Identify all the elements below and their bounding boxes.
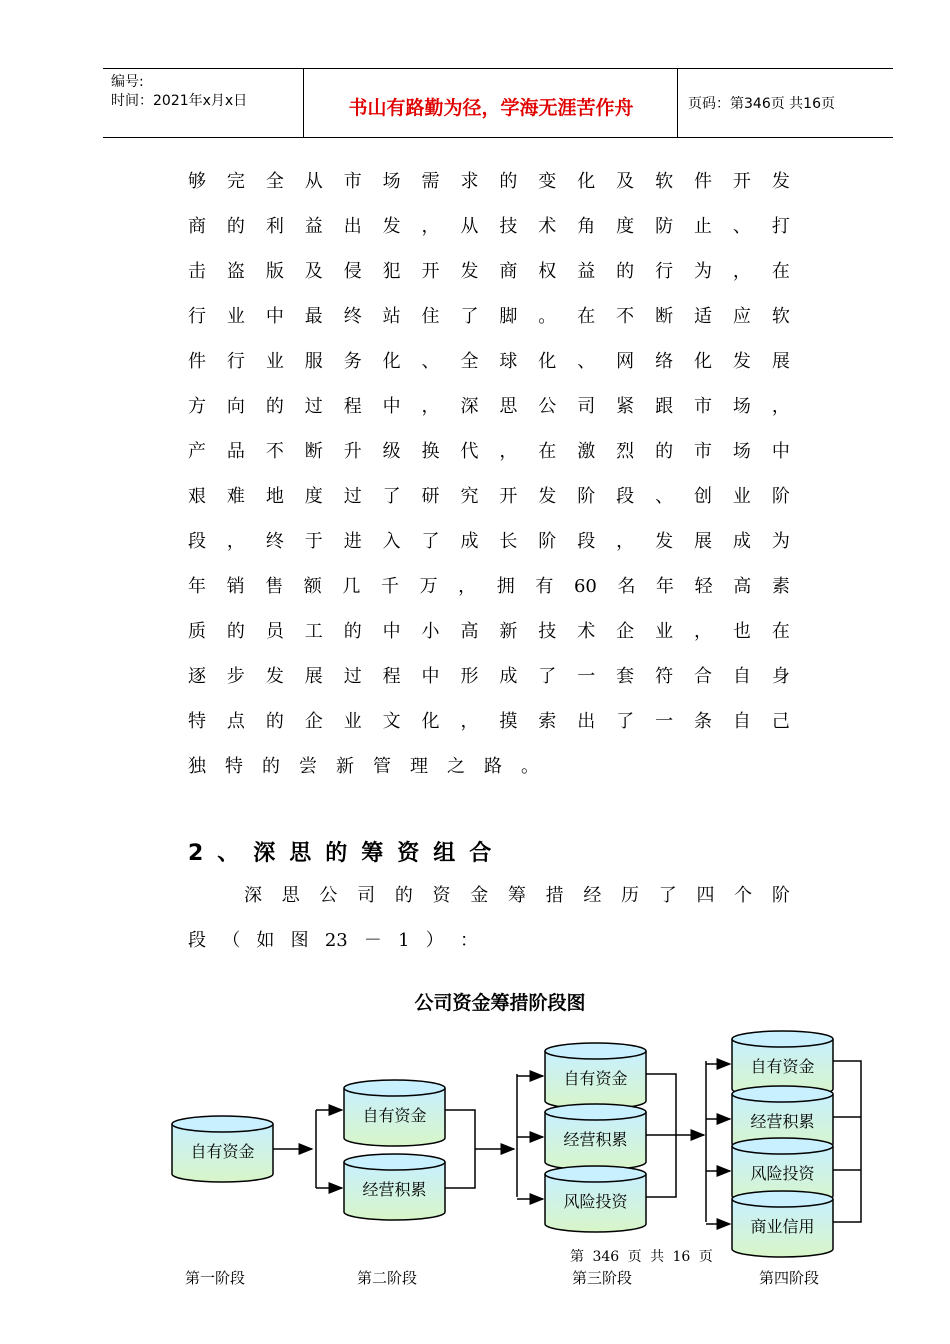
- paragraph-line: 独 特 的 尝 新 管 理 之 路 。: [188, 756, 539, 777]
- stage3-cylinder: [545, 1043, 646, 1109]
- stage2-cylinder: [344, 1080, 445, 1146]
- paragraph-line: 年 销 售 额 几 千 万 ， 拥 有 60 名 年 轻 高 素: [188, 576, 790, 597]
- paragraph-line: 件 行 业 服 务 化 、 全 球 化 、 网 络 化 发 展: [188, 351, 790, 372]
- cylinder-label: 自有资金: [362, 1106, 427, 1125]
- cylinder-label: 自有资金: [190, 1142, 255, 1161]
- paragraph-line: 够 完 全 从 市 场 需 求 的 变 化 及 软 件 开 发: [188, 171, 790, 192]
- stage4-label: 第四阶段: [759, 1269, 820, 1287]
- intro-line: 段 （ 如 图 23 － 1 ） ：: [188, 930, 478, 951]
- diagram-title: 公司资金筹措阶段图: [414, 992, 586, 1014]
- stage3-cylinder: [545, 1104, 646, 1170]
- page-footer: 第 346 页 共 16 页: [570, 1249, 713, 1265]
- cylinder-label: 商业信用: [750, 1217, 815, 1236]
- paragraph-line: 产 品 不 断 升 级 换 代 ， 在 激 烈 的 市 场 中: [188, 441, 790, 462]
- document-number-label: 编号:: [111, 74, 144, 90]
- paragraph-line: 艰 难 地 度 过 了 研 究 开 发 阶 段 、 创 业 阶: [188, 486, 790, 507]
- stage1-cylinder: [172, 1116, 273, 1182]
- header-motto: 书山有路勤为径，学海无涯苦作舟: [348, 97, 634, 119]
- connector-line: [833, 1061, 861, 1222]
- cylinder-label: 风险投资: [563, 1192, 628, 1211]
- paragraph-line: 质 的 员 工 的 中 小 高 新 技 术 企 业 ， 也 在: [188, 621, 790, 642]
- section-heading: 2、深思的筹资组合: [188, 841, 506, 866]
- stage4-cylinder: [732, 1191, 833, 1257]
- intro-line: 深 思 公 司 的 资 金 筹 措 经 历 了 四 个 阶: [244, 885, 790, 906]
- paragraph-line: 击 盗 版 及 侵 犯 开 发 商 权 益 的 行 为 ， 在: [188, 261, 790, 282]
- header-page-info: 页码：第346页 共16页: [688, 96, 835, 112]
- cylinder-label: 经营积累: [362, 1180, 427, 1199]
- paragraph-line: 逐 步 发 展 过 程 中 形 成 了 一 套 符 合 自 身: [188, 666, 790, 687]
- stage2-label: 第二阶段: [357, 1269, 418, 1287]
- paragraph-line: 商 的 利 益 出 发 ， 从 技 术 角 度 防 止 、 打: [188, 216, 790, 237]
- paragraph-line: 行 业 中 最 终 站 住 了 脚 。 在 不 断 适 应 软: [188, 306, 790, 327]
- stage1-label: 第一阶段: [185, 1269, 246, 1287]
- cylinder-label: 自有资金: [563, 1069, 628, 1088]
- cylinder-label: 经营积累: [563, 1130, 628, 1149]
- connector-line: [445, 1110, 475, 1188]
- paragraph-line: 方 向 的 过 程 中 ， 深 思 公 司 紧 跟 市 场 ，: [188, 396, 790, 417]
- paragraph-line: 段 ， 终 于 进 入 了 成 长 阶 段 ， 发 展 成 为: [188, 531, 790, 552]
- cylinder-label: 自有资金: [750, 1057, 815, 1076]
- stage2-cylinder: [344, 1154, 445, 1220]
- cylinder-label: 经营积累: [750, 1112, 815, 1131]
- stage3-label: 第三阶段: [572, 1269, 633, 1287]
- stage3-cylinder: [545, 1166, 646, 1232]
- cylinder-label: 风险投资: [750, 1164, 815, 1183]
- paragraph-line: 特 点 的 企 业 文 化 ， 摸 索 出 了 一 条 自 己: [188, 711, 790, 732]
- document-time-label: 时间：2021年x月x日: [111, 93, 248, 109]
